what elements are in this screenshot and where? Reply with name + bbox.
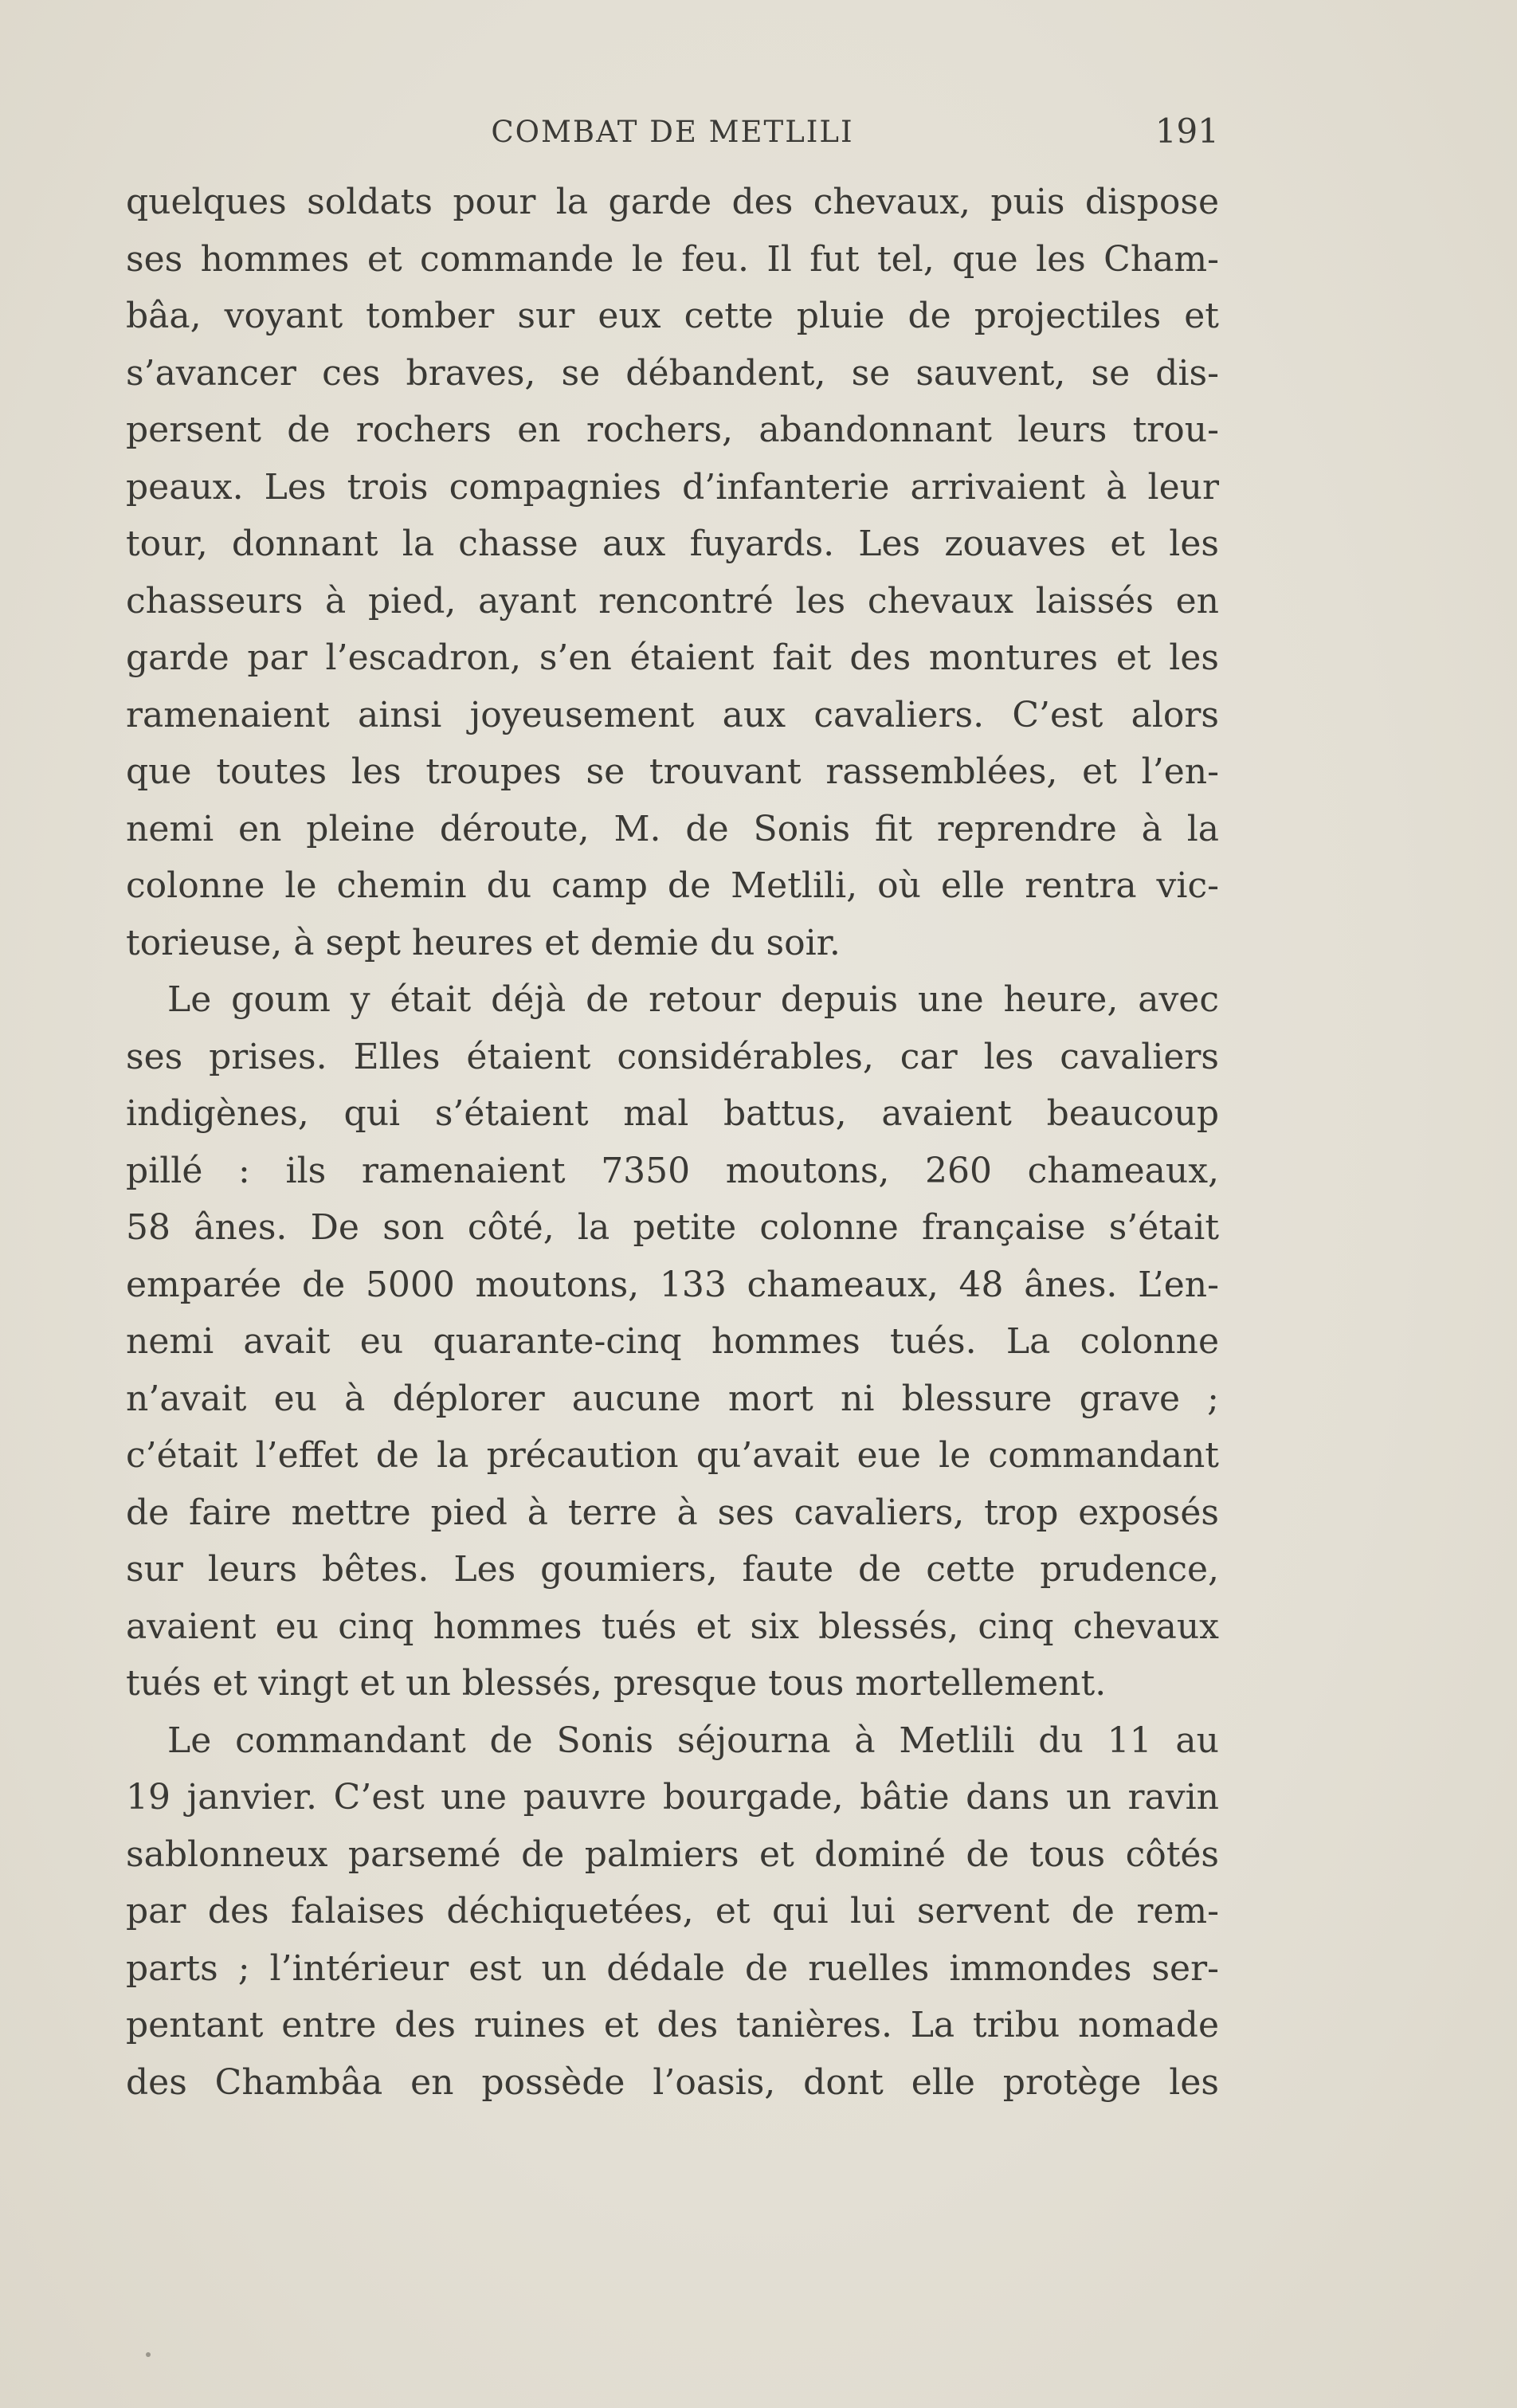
- paper-speck: [146, 2352, 151, 2357]
- body-text: [126, 174, 1219, 2111]
- text-line: c’était l’effet de la précaution qu’avait eue le commandant: [126, 1435, 1219, 1476]
- text-line: pentant entre des ruines et des tanières. La tribu nomade: [126, 2005, 1219, 2045]
- text-line: 58 ânes. De son côté, la petite colonne française s’était: [126, 1207, 1219, 1248]
- text-line: parts ; l’intérieur est un dédale de ruelles immondes ser-: [126, 1947, 1219, 1989]
- text-line: ses prises. Elles étaient considérables, car les cavaliers: [126, 1036, 1219, 1077]
- text-line: sur leurs bêtes. Les goumiers, faute de cette prudence,: [126, 1549, 1219, 1590]
- running-title: COMBAT DE METLILI: [491, 115, 854, 149]
- text-line: ramenaient ainsi joyeusement aux cavaliers. C’est alors: [126, 694, 1219, 735]
- text-line: persent de rochers en rochers, abandonnant leurs trou-: [126, 410, 1219, 450]
- text-line: Le goum y était déjà de retour depuis une heure, avec: [167, 979, 1219, 1020]
- text-line: tués et vingt et un blessés, presque tous mortellement.: [126, 1663, 1107, 1704]
- text-line: Le commandant de Sonis séjourna à Metlili du 11 au: [167, 1720, 1219, 1761]
- text-line: quelques soldats pour la garde des chevaux, puis dispose: [126, 182, 1219, 222]
- paragraph: [126, 174, 1219, 971]
- text-line: des Chambâa en possède l’oasis, dont elle protège les: [126, 2061, 1219, 2103]
- text-line: tour, donnant la chasse aux fuyards. Les zouaves et les: [126, 524, 1219, 564]
- text-line: n’avait eu à déplorer aucune mort ni blessure grave ;: [126, 1378, 1219, 1419]
- page-header: [126, 102, 1219, 166]
- text-line: pillé : ils ramenaient 7350 moutons, 260 chameaux,: [126, 1150, 1219, 1191]
- text-line: torieuse, à sept heures et demie du soir.: [126, 922, 841, 963]
- text-line: s’avancer ces braves, se débandent, se sauvent, se dis-: [126, 352, 1219, 394]
- page-number: 191: [1154, 112, 1219, 151]
- text-line: indigènes, qui s’étaient mal battus, avaient beaucoup: [126, 1093, 1219, 1134]
- text-line: sablonneux parsemé de palmiers et dominé de tous côtés: [126, 1833, 1219, 1875]
- paragraph: [126, 971, 1219, 1712]
- text-line: ses hommes et commande le feu. Il fut tel, que les Cham-: [126, 238, 1219, 280]
- paragraph: [126, 1712, 1219, 2112]
- text-line: garde par l’escadron, s’en étaient fait des montures et les: [126, 637, 1219, 678]
- text-line: par des falaises déchiquetées, et qui lui servent de rem-: [126, 1891, 1219, 1931]
- text-line: nemi en pleine déroute, M. de Sonis fit reprendre à la: [126, 808, 1219, 849]
- text-line: bâa, voyant tomber sur eux cette pluie de projectiles et: [126, 296, 1219, 336]
- text-line: nemi avait eu quarante-cinq hommes tués. La colonne: [126, 1321, 1219, 1362]
- text-line: que toutes les troupes se trouvant rassemblées, et l’en-: [126, 751, 1219, 792]
- text-line: avaient eu cinq hommes tués et six blessés, cinq chevaux: [126, 1606, 1219, 1647]
- text-line: peaux. Les trois compagnies d’infanterie arrivaient à leur: [126, 466, 1219, 508]
- text-line: chasseurs à pied, ayant rencontré les chevaux laissés en: [126, 580, 1219, 622]
- text-line: colonne le chemin du camp de Metlili, où elle rentra vic-: [126, 865, 1219, 906]
- text-line: de faire mettre pied à terre à ses cavaliers, trop exposés: [126, 1492, 1219, 1533]
- text-line: 19 janvier. C’est une pauvre bourgade, bâtie dans un ravin: [126, 1777, 1219, 1818]
- text-line: emparée de 5000 moutons, 133 chameaux, 48 ânes. L’en-: [126, 1264, 1219, 1305]
